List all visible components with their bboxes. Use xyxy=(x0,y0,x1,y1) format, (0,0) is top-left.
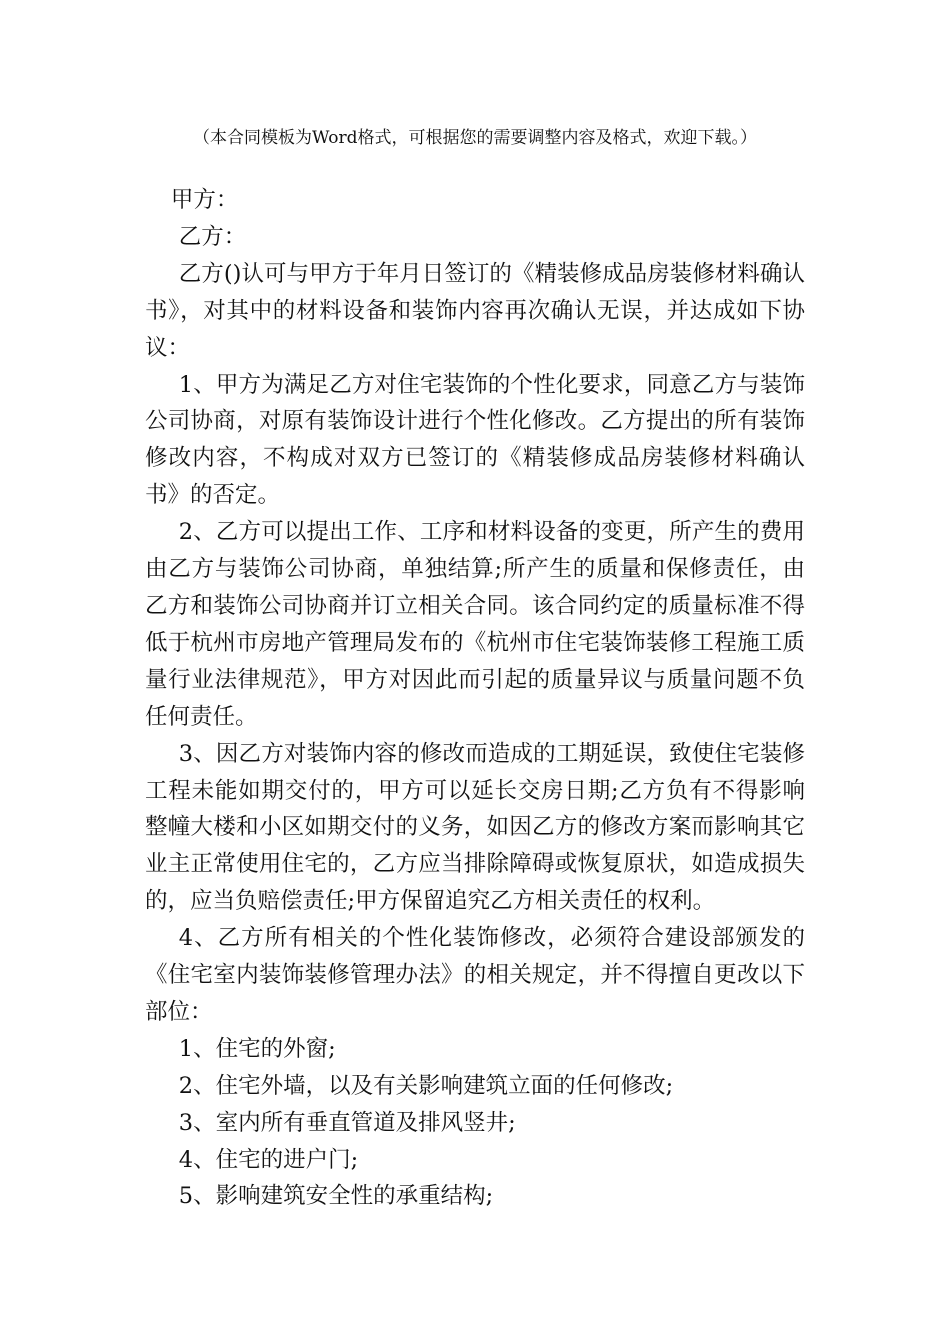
contract-body xyxy=(145,182,805,1215)
party-a-line: 甲方： xyxy=(170,187,239,213)
clause-1: 1、甲方为满足乙方对住宅装饰的个性化要求，同意乙方与装饰公司协商，对原有装饰设计进行个性化修改。乙方提出的所有装饰修改内容，不构成对双方已签订的《精装修成品房装修材料确认书》的否定。 xyxy=(145,371,805,509)
list-item-4: 4、住宅的进户门; xyxy=(178,1146,359,1173)
template-note: （本合同模板为Word格式，可根据您的需要调整内容及格式，欢迎下载。） xyxy=(192,128,758,148)
clause-2: 2、乙方可以提出工作、工序和材料设备的变更，所产生的费用由乙方与装饰公司协商，单独结算;所产生的质量和保修责任，由乙方和装饰公司协商并订立相关合同。该合同约定的质量标准不得低于杭州市房地产管理局发布的《杭州市住宅装饰装修工程施工质量行业法律规范》，甲方对因此而引起的质量异议与质量问题不负任何责任。 xyxy=(145,519,805,730)
intro-paragraph: 乙方()认可与甲方于年月日签订的《精装修成品房装修材料确认书》，对其中的材料设备和装饰内容再次确认无误，并达成如下协议： xyxy=(145,260,805,361)
party-b-line: 乙方： xyxy=(178,223,247,250)
list-item-2: 2、住宅外墙，以及有关影响建筑立面的任何修改; xyxy=(178,1072,674,1099)
clause-3: 3、因乙方对装饰内容的修改而造成的工期延误，致使住宅装修工程未能如期交付的，甲方可以延长交房日期;乙方负有不得影响整幢大楼和小区如期交付的义务，如因乙方的修改方案而影响其它业主正常使用住宅的，乙方应当排除障碍或恢复原状，如造成损失的，应当负赔偿责任;甲方保留追究乙方相关责任的权利。 xyxy=(145,740,805,915)
list-item-3: 3、室内所有垂直管道及排风竖井; xyxy=(178,1109,516,1136)
list-item-1: 1、住宅的外窗; xyxy=(178,1035,336,1062)
list-item-5: 5、影响建筑安全性的承重结构; xyxy=(178,1183,494,1210)
clause-4: 4、乙方所有相关的个性化装饰修改，必须符合建设部颁发的《住宅室内装饰装修管理办法》的相关规定，并不得擅自更改以下部位： xyxy=(145,925,805,1025)
